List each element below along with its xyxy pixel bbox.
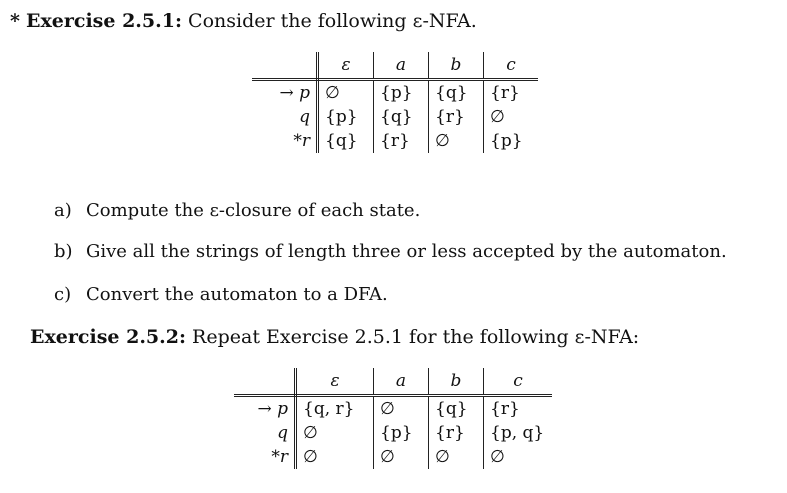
header-a: a <box>374 52 429 80</box>
table-row <box>252 129 538 153</box>
cell: {r} <box>429 105 484 129</box>
header-b: b <box>429 368 484 396</box>
exercise-1-title: Exercise 2.5.1: <box>25 10 182 32</box>
header-c: c <box>484 368 553 396</box>
item-text: Convert the automaton to a DFA. <box>86 284 388 305</box>
cell: ∅ <box>429 129 484 153</box>
exercise-2-heading <box>30 326 639 348</box>
item-label: b) <box>54 241 73 262</box>
state-cell: q <box>234 421 296 445</box>
state-cell: *r <box>234 445 296 469</box>
header-epsilon: ε <box>318 52 374 80</box>
header-c: c <box>484 52 539 80</box>
cell: {p} <box>318 105 374 129</box>
item-b <box>54 241 727 263</box>
state-cell: q <box>252 105 318 129</box>
cell: {p} <box>490 131 523 151</box>
exercise-1-heading <box>10 10 477 32</box>
cell: ∅ <box>490 107 505 127</box>
star-marker: * <box>10 10 20 32</box>
cell: {q} <box>429 396 484 422</box>
item-text: Compute the ε-closure of each state. <box>86 200 421 221</box>
cell: {q} <box>374 105 429 129</box>
table-header-row <box>252 52 538 80</box>
cell: ∅ <box>429 445 484 469</box>
cell: {r} <box>490 83 520 103</box>
item-c <box>54 284 388 306</box>
nfa-table-2 <box>234 368 552 469</box>
cell: {r} <box>490 399 520 419</box>
cell: {p, q} <box>490 423 545 443</box>
item-label: c) <box>54 284 72 305</box>
exercise-2-title: Exercise 2.5.2: <box>30 326 186 348</box>
header-state-cell <box>252 52 318 80</box>
nfa-table-1 <box>252 52 538 153</box>
item-text: Give all the strings of length three or less accepted by the automaton. <box>86 241 727 262</box>
table-row <box>234 421 552 445</box>
table-row <box>252 80 538 106</box>
state-cell: → p <box>252 80 318 106</box>
state-cell: → p <box>234 396 296 422</box>
cell: {r} <box>429 421 484 445</box>
cell: ∅ <box>374 445 429 469</box>
table-row <box>234 396 552 422</box>
cell: {r} <box>374 129 429 153</box>
cell: ∅ <box>296 445 374 469</box>
cell: ∅ <box>490 447 505 467</box>
table-header-row <box>234 368 552 396</box>
cell: ∅ <box>296 421 374 445</box>
table-row <box>252 105 538 129</box>
header-a: a <box>374 368 429 396</box>
cell: ∅ <box>318 80 374 106</box>
cell: {q} <box>318 129 374 153</box>
table-row <box>234 445 552 469</box>
cell: {p} <box>374 80 429 106</box>
cell: {q, r} <box>296 396 374 422</box>
cell: {q} <box>429 80 484 106</box>
cell: {p} <box>374 421 429 445</box>
exercise-1-text: Consider the following ε-NFA. <box>188 10 477 32</box>
header-epsilon: ε <box>296 368 374 396</box>
item-label: a) <box>54 200 72 221</box>
header-b: b <box>429 52 484 80</box>
cell: ∅ <box>374 396 429 422</box>
item-a <box>54 200 420 222</box>
exercise-2-text: Repeat Exercise 2.5.1 for the following ε-NFA: <box>192 326 640 348</box>
state-cell: *r <box>252 129 318 153</box>
header-state-cell <box>234 368 296 396</box>
